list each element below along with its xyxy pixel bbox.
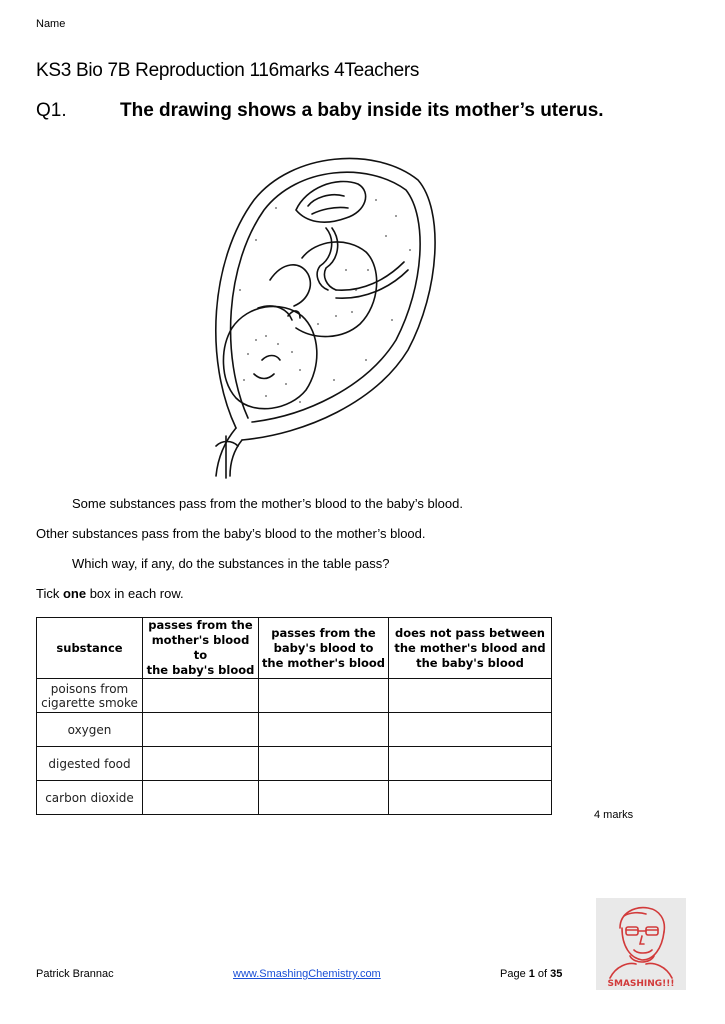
header-line: the baby's blood bbox=[146, 663, 255, 677]
tick-box[interactable] bbox=[143, 747, 259, 781]
name-label: Name bbox=[36, 18, 66, 30]
header-baby-to-mother bbox=[259, 618, 389, 679]
header-line: the mother's blood and bbox=[394, 640, 546, 655]
header-line: passes from the bbox=[148, 618, 253, 632]
header-does-not-pass bbox=[389, 618, 552, 679]
document-title: KS3 Bio 7B Reproduction 116marks 4Teachers bbox=[36, 60, 420, 81]
intro-line-3: Which way, if any, do the substances in the table pass? bbox=[72, 556, 390, 571]
table-row bbox=[37, 713, 552, 747]
question-number: Q1. bbox=[36, 100, 67, 121]
page-total: 35 bbox=[550, 968, 563, 980]
page-prefix: Page bbox=[500, 968, 529, 980]
tick-box[interactable] bbox=[389, 747, 552, 781]
table-row bbox=[37, 679, 552, 713]
smashing-logo bbox=[596, 898, 686, 990]
tick-box[interactable] bbox=[259, 679, 389, 713]
tick-instruction bbox=[36, 586, 184, 601]
header-line: does not pass between bbox=[395, 625, 545, 640]
header-line: the baby's blood bbox=[416, 655, 524, 670]
question-title: The drawing shows a baby inside its mother’s uterus. bbox=[120, 100, 604, 121]
tick-box[interactable] bbox=[389, 679, 552, 713]
header-substance bbox=[37, 618, 143, 679]
logo-text: SMASHING!!! bbox=[607, 979, 675, 989]
substance-label: cigarette smoke bbox=[41, 695, 138, 710]
substance-cell bbox=[37, 747, 143, 781]
tick-box[interactable] bbox=[143, 679, 259, 713]
header-mother-to-baby bbox=[143, 618, 259, 679]
table-row bbox=[37, 781, 552, 815]
fetus-in-uterus-drawing bbox=[196, 140, 440, 480]
substance-label: poisons from bbox=[50, 681, 129, 696]
intro-line-2: Other substances pass from the baby’s blood to the mother’s blood. bbox=[36, 526, 426, 541]
footer-author: Patrick Brannac bbox=[36, 968, 114, 980]
substance-label: oxygen bbox=[67, 722, 112, 737]
header-line: the mother's blood bbox=[261, 655, 386, 670]
substance-cell bbox=[37, 781, 143, 815]
header-line: passes from the bbox=[271, 625, 376, 640]
intro-line-1: Some substances pass from the mother’s blood to the baby’s blood. bbox=[72, 496, 463, 511]
page-of: of bbox=[534, 968, 551, 980]
header-substance-line: substance bbox=[56, 640, 123, 655]
answer-table bbox=[36, 617, 552, 815]
page-current: 1 bbox=[528, 968, 535, 980]
tick-box[interactable] bbox=[143, 713, 259, 747]
marks-label: 4 marks bbox=[594, 809, 634, 821]
tick-box[interactable] bbox=[143, 781, 259, 815]
tick-box[interactable] bbox=[389, 781, 552, 815]
table-header-row bbox=[37, 618, 552, 679]
footer-website-link[interactable]: www.SmashingChemistry.com bbox=[233, 968, 381, 980]
tick-box[interactable] bbox=[259, 781, 389, 815]
substance-label: digested food bbox=[48, 756, 131, 771]
tick-instruction-prefix: Tick bbox=[36, 586, 63, 601]
footer-page-number bbox=[500, 968, 562, 980]
tick-box[interactable] bbox=[259, 713, 389, 747]
header-line: mother's blood to bbox=[151, 633, 250, 662]
tick-instruction-emphasis: one bbox=[62, 586, 87, 601]
tick-box[interactable] bbox=[259, 747, 389, 781]
table-row bbox=[37, 747, 552, 781]
substance-label: carbon dioxide bbox=[45, 790, 134, 805]
tick-box[interactable] bbox=[389, 713, 552, 747]
tick-instruction-suffix: box in each row. bbox=[86, 586, 184, 601]
substance-cell bbox=[37, 713, 143, 747]
header-line: baby's blood to bbox=[273, 640, 374, 655]
substance-cell bbox=[37, 679, 143, 713]
